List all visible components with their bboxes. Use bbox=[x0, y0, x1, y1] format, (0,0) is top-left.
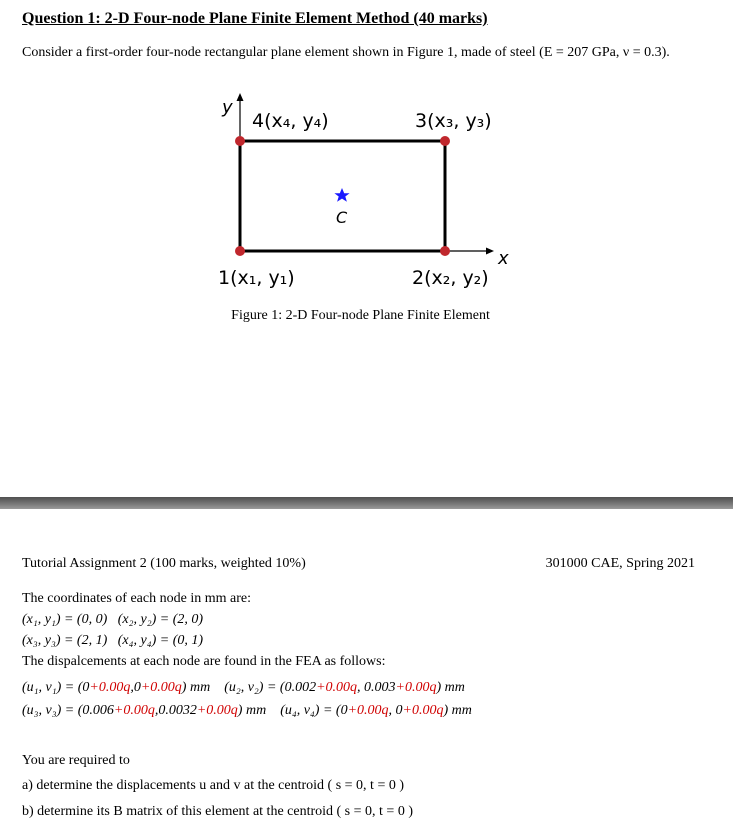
coord-node-4: (x₄, y₄) = (0, 1) bbox=[117, 633, 204, 648]
node-1 bbox=[235, 246, 245, 256]
disp-node-4: (u₄, v₄) = (0+0.00q, 0+0.00q) mm bbox=[280, 703, 472, 718]
node-2 bbox=[440, 246, 450, 256]
element-figure bbox=[200, 93, 530, 293]
page-divider bbox=[0, 497, 733, 509]
node-4 bbox=[235, 136, 245, 146]
disp-node-1: (u₁, v₁) = (0+0.00q,0+0.00q) mm bbox=[22, 680, 211, 695]
node-3-label: 3(x₃, y₃) bbox=[415, 110, 492, 132]
question-intro: Consider a first-order four-node rectangular plane element shown in Figure 1, made of steel (E = 207 GPa, ν = 0.3). bbox=[22, 45, 670, 60]
y-axis-arrowhead bbox=[237, 93, 244, 101]
coord-node-1: (x₁, y₁) = (0, 0) bbox=[22, 612, 108, 627]
question-title: Question 1: 2-D Four-node Plane Finite Element Method (40 marks) bbox=[22, 10, 488, 27]
tutorial-header: Tutorial Assignment 2 (100 marks, weighted 10%) bbox=[22, 556, 306, 571]
figure-caption-text: Figure 1: 2-D Four-node Plane Finite Element bbox=[231, 308, 490, 323]
task-b: b) determine its B matrix of this element at the centroid ( s = 0, t = 0 ) bbox=[22, 804, 413, 819]
y-axis-label: y bbox=[222, 97, 233, 118]
node-4-label: 4(x₄, y₄) bbox=[252, 110, 329, 132]
required-text: You are required to bbox=[22, 753, 130, 768]
node-3 bbox=[440, 136, 450, 146]
page-bottom bbox=[0, 509, 733, 821]
node-2-label: 2(x₂, y₂) bbox=[412, 267, 489, 289]
course-header: 301000 CAE, Spring 2021 bbox=[545, 556, 695, 571]
disp-node-2: (u₂, v₂) = (0.002+0.00q, 0.003+0.00q) mm bbox=[224, 680, 465, 695]
disp-line-1 bbox=[22, 680, 465, 696]
centroid-star bbox=[334, 188, 349, 202]
coord-node-2: (x₂, y₂) = (2, 0) bbox=[117, 612, 204, 627]
disp-line-2 bbox=[22, 703, 472, 719]
coords-intro: The coordinates of each node in mm are: bbox=[22, 591, 251, 606]
figure-caption bbox=[0, 308, 733, 324]
task-a: a) determine the displacements u and v at the centroid ( s = 0, t = 0 ) bbox=[22, 778, 405, 793]
x-axis-label: x bbox=[498, 248, 509, 269]
coord-line-1 bbox=[22, 612, 203, 628]
disp-node-3: (u₃, v₃) = (0.006+0.00q,0.0032+0.00q) mm bbox=[22, 703, 267, 718]
x-axis-arrowhead bbox=[486, 248, 494, 255]
disp-intro: The dispalcements at each node are found in the FEA as follows: bbox=[22, 654, 386, 669]
centroid-label: C bbox=[336, 208, 348, 227]
coord-node-3: (x₃, y₃) = (2, 1) bbox=[22, 633, 108, 648]
coord-line-2 bbox=[22, 633, 203, 649]
node-1-label: 1(x₁, y₁) bbox=[218, 267, 295, 289]
